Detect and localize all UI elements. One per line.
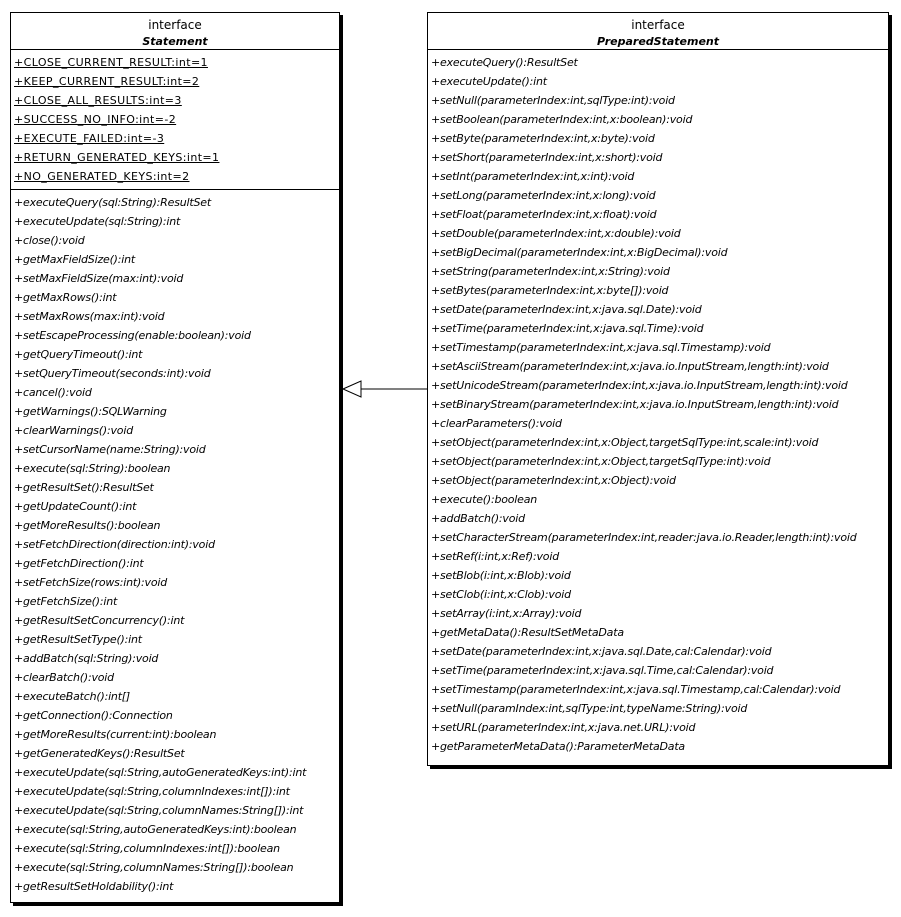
prepared-statement-method: +setUnicodeStream(parameterIndex:int,x:java.io.InputStream,length:int):void (431, 379, 848, 392)
statement-method: +getFetchDirection():int (14, 557, 144, 570)
prepared-statement-method: +setBoolean(parameterIndex:int,x:boolean):void (431, 113, 693, 126)
statement-method: +cancel():void (14, 386, 92, 399)
prepared-statement-method: +setArray(i:int,x:Array):void (431, 607, 582, 620)
statement-method: +clearBatch():void (14, 671, 114, 684)
prepared-statement-method: +setObject(parameterIndex:int,x:Object):void (431, 474, 676, 487)
statement-attribute: +SUCCESS_NO_INFO:int=-2 (14, 113, 177, 126)
statement-method: +getMaxFieldSize():int (14, 253, 136, 266)
statement-method: +setMaxRows(max:int):void (14, 310, 165, 323)
statement-method: +execute(sql:String,columnNames:String[]):boolean (14, 861, 294, 874)
prepared-statement-class-box[interactable] (427, 12, 889, 766)
statement-attribute: +KEEP_CURRENT_RESULT:int=2 (14, 75, 200, 88)
prepared-statement-method: +setInt(parameterIndex:int,x:int):void (431, 170, 635, 183)
statement-method: +setFetchDirection(direction:int):void (14, 538, 215, 551)
statement-method: +getResultSet():ResultSet (14, 481, 154, 494)
statement-method: +setQueryTimeout(seconds:int):void (14, 367, 211, 380)
statement-class-name: Statement (142, 35, 208, 48)
statement-method: +getFetchSize():int (14, 595, 118, 608)
statement-method: +getMoreResults():boolean (14, 519, 161, 532)
statement-method: +setMaxFieldSize(max:int):void (14, 272, 184, 285)
statement-method: +setFetchSize(rows:int):void (14, 576, 168, 589)
statement-attribute: +RETURN_GENERATED_KEYS:int=1 (14, 151, 220, 164)
prepared-statement-class-name: PreparedStatement (597, 35, 719, 48)
prepared-statement-method: +setByte(parameterIndex:int,x:byte):void (431, 132, 655, 145)
statement-method: +getMoreResults(current:int):boolean (14, 728, 217, 741)
prepared-statement-method: +setShort(parameterIndex:int,x:short):void (431, 151, 663, 164)
statement-method: +getQueryTimeout():int (14, 348, 143, 361)
prepared-statement-method: +setString(parameterIndex:int,x:String):void (431, 265, 670, 278)
prepared-statement-method: +setCharacterStream(parameterIndex:int,reader:java.io.Reader,length:int):void (431, 531, 857, 544)
statement-method: +getResultSetType():int (14, 633, 142, 646)
statement-method: +getMaxRows():int (14, 291, 117, 304)
prepared-statement-method: +getParameterMetaData():ParameterMetaData (431, 740, 685, 753)
statement-method: +getGeneratedKeys():ResultSet (14, 747, 185, 760)
statement-method: +executeUpdate(sql:String,columnIndexes:int[]):int (14, 785, 290, 798)
statement-method: +getConnection():Connection (14, 709, 173, 722)
statement-attributes (11, 50, 339, 190)
prepared-statement-method: +setDouble(parameterIndex:int,x:double):void (431, 227, 681, 240)
prepared-statement-method: +setAsciiStream(parameterIndex:int,x:java.io.InputStream,length:int):void (431, 360, 829, 373)
prepared-statement-method: +getMetaData():ResultSetMetaData (431, 626, 624, 639)
prepared-statement-method: +setBytes(parameterIndex:int,x:byte[]):void (431, 284, 669, 297)
statement-attribute: +NO_GENERATED_KEYS:int=2 (14, 170, 190, 183)
statement-class-box[interactable] (10, 12, 340, 903)
prepared-statement-method: +executeUpdate():int (431, 75, 547, 88)
generalization-arrowhead (343, 381, 361, 397)
statement-method: +getWarnings():SQLWarning (14, 405, 167, 418)
prepared-statement-method: +setBlob(i:int,x:Blob):void (431, 569, 571, 582)
prepared-statement-method: +clearParameters():void (431, 417, 562, 430)
statement-method: +setEscapeProcessing(enable:boolean):void (14, 329, 251, 342)
prepared-statement-method: +setFloat(parameterIndex:int,x:float):void (431, 208, 657, 221)
statement-methods (11, 190, 339, 899)
statement-method: +getResultSetHoldability():int (14, 880, 174, 893)
statement-method: +executeUpdate(sql:String):int (14, 215, 181, 228)
prepared-statement-method: +setTime(parameterIndex:int,x:java.sql.Time):void (431, 322, 704, 335)
statement-method: +execute(sql:String,autoGeneratedKeys:int):boolean (14, 823, 297, 836)
prepared-statement-method: +execute():boolean (431, 493, 538, 506)
statement-method: +execute(sql:String,columnIndexes:int[]):boolean (14, 842, 280, 855)
prepared-statement-method: +setDate(parameterIndex:int,x:java.sql.Date):void (431, 303, 702, 316)
prepared-statement-method: +setObject(parameterIndex:int,x:Object,targetSqlType:int,scale:int):void (431, 436, 819, 449)
statement-method: +executeQuery(sql:String):ResultSet (14, 196, 211, 209)
statement-stereotype: interface (148, 18, 202, 32)
prepared-statement-method: +setNull(parameterIndex:int,sqlType:int):void (431, 94, 675, 107)
statement-header (11, 13, 339, 50)
prepared-statement-method: +setClob(i:int,x:Clob):void (431, 588, 571, 601)
prepared-statement-method: +setLong(parameterIndex:int,x:long):void (431, 189, 656, 202)
statement-method: +addBatch(sql:String):void (14, 652, 159, 665)
prepared-statement-method: +setBigDecimal(parameterIndex:int,x:BigDecimal):void (431, 246, 728, 259)
statement-method: +getUpdateCount():int (14, 500, 137, 513)
statement-method: +getResultSetConcurrency():int (14, 614, 185, 627)
prepared-statement-header (428, 13, 888, 50)
statement-method: +executeUpdate(sql:String,autoGeneratedKeys:int):int (14, 766, 307, 779)
statement-method: +execute(sql:String):boolean (14, 462, 171, 475)
prepared-statement-method: +executeQuery():ResultSet (431, 56, 578, 69)
statement-method: +clearWarnings():void (14, 424, 133, 437)
statement-attribute: +CLOSE_CURRENT_RESULT:int=1 (14, 56, 208, 69)
statement-attribute: +EXECUTE_FAILED:int=-3 (14, 132, 165, 145)
prepared-statement-method: +setDate(parameterIndex:int,x:java.sql.Date,cal:Calendar):void (431, 645, 772, 658)
statement-attribute: +CLOSE_ALL_RESULTS:int=3 (14, 94, 182, 107)
prepared-statement-method: +setBinaryStream(parameterIndex:int,x:java.io.InputStream,length:int):void (431, 398, 839, 411)
prepared-statement-methods (428, 50, 888, 759)
prepared-statement-stereotype: interface (631, 18, 685, 32)
prepared-statement-method: +setURL(parameterIndex:int,x:java.net.URL):void (431, 721, 696, 734)
statement-method: +close():void (14, 234, 85, 247)
prepared-statement-method: +setObject(parameterIndex:int,x:Object,targetSqlType:int):void (431, 455, 771, 468)
statement-method: +executeBatch():int[] (14, 690, 130, 703)
statement-method: +setCursorName(name:String):void (14, 443, 206, 456)
prepared-statement-method: +setNull(paramIndex:int,sqlType:int,typeName:String):void (431, 702, 748, 715)
prepared-statement-method: +addBatch():void (431, 512, 525, 525)
prepared-statement-method: +setTimestamp(parameterIndex:int,x:java.sql.Timestamp,cal:Calendar):void (431, 683, 841, 696)
prepared-statement-method: +setTimestamp(parameterIndex:int,x:java.sql.Timestamp):void (431, 341, 771, 354)
prepared-statement-method: +setRef(i:int,x:Ref):void (431, 550, 559, 563)
statement-method: +executeUpdate(sql:String,columnNames:String[]):int (14, 804, 304, 817)
prepared-statement-method: +setTime(parameterIndex:int,x:java.sql.Time,cal:Calendar):void (431, 664, 774, 677)
